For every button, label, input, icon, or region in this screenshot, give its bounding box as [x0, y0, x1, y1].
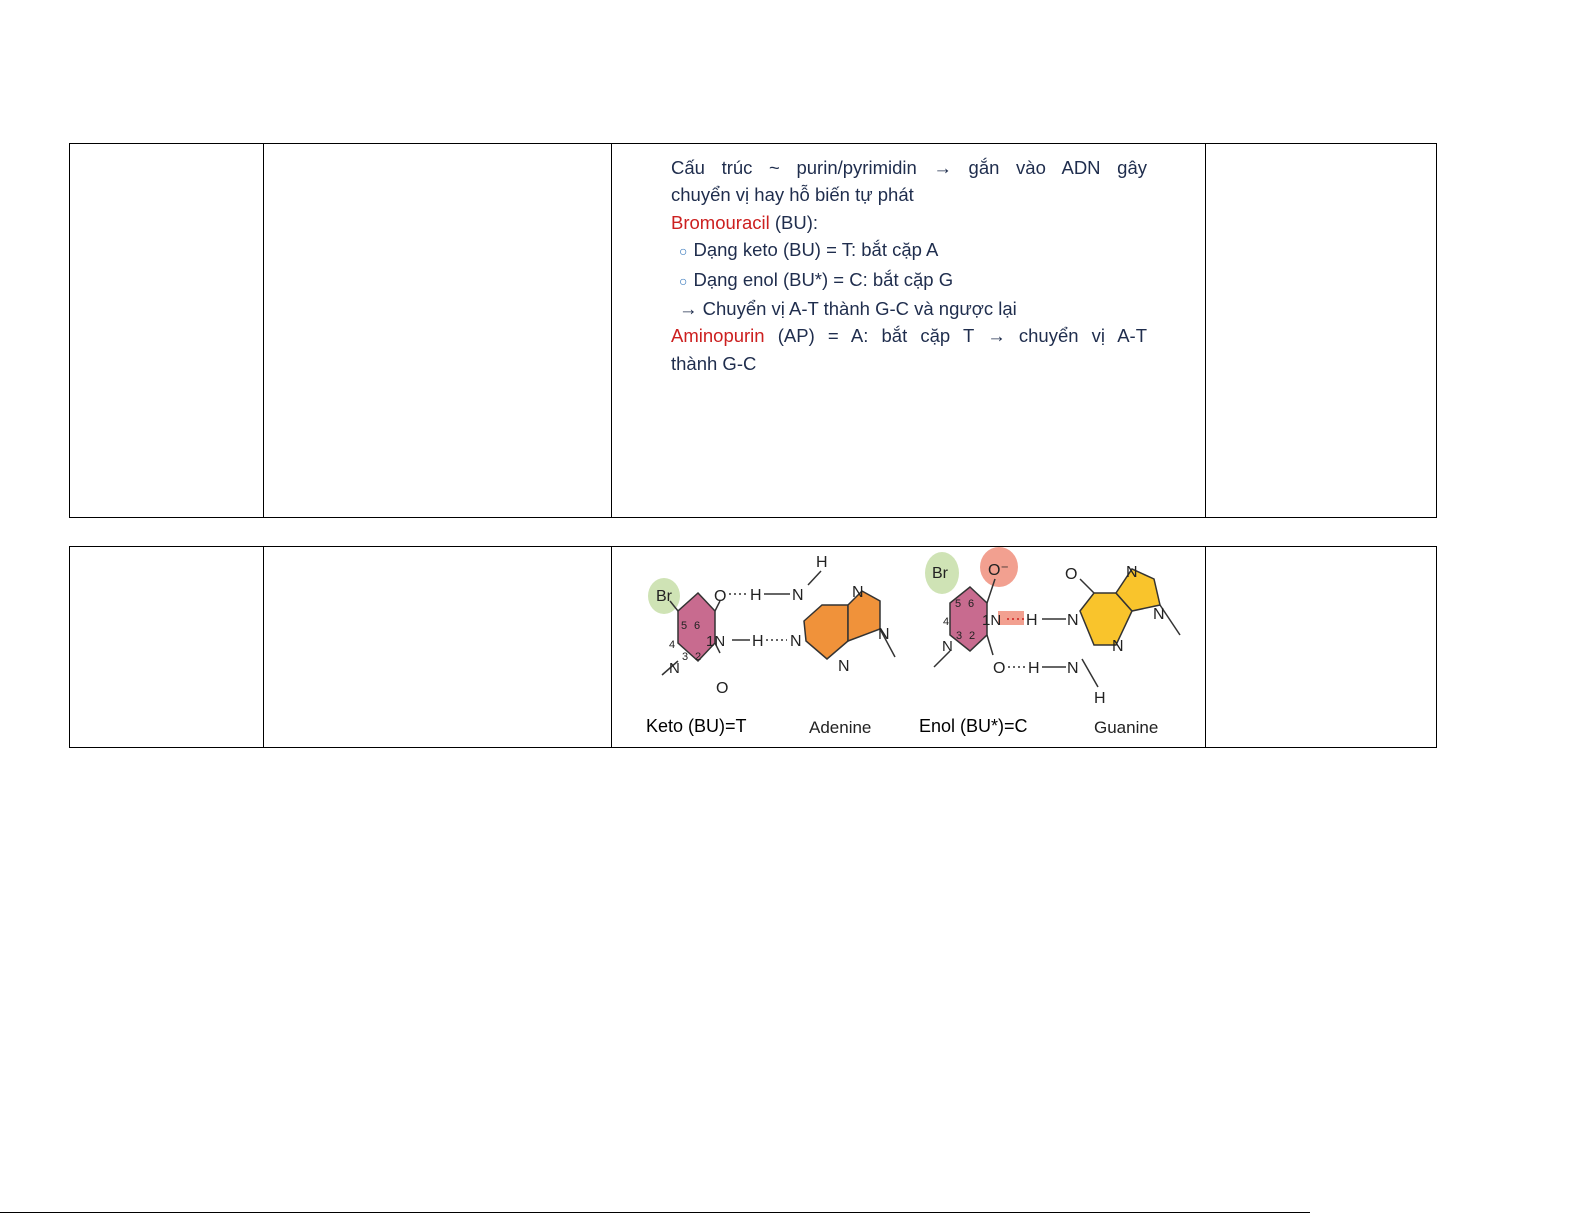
table-cell-empty [264, 144, 612, 517]
svg-text:H: H [1028, 660, 1040, 677]
svg-text:N: N [852, 584, 864, 601]
atom-o: O [716, 680, 729, 697]
svg-text:N: N [878, 626, 890, 643]
svg-text:N: N [838, 658, 850, 675]
list-item-enol: ○ Dạng enol (BU*) = C: bắt cặp G [679, 268, 954, 290]
bullet-circle-icon: ○ [679, 243, 688, 260]
table-row-2 [69, 546, 1437, 748]
svg-text:3: 3 [956, 630, 963, 642]
svg-text:N: N [1067, 660, 1079, 677]
footer-divider [0, 1212, 1310, 1213]
svg-text:H: H [750, 587, 762, 604]
analog-description [671, 154, 1147, 377]
atom-o-minus: O⁻ [988, 562, 1009, 579]
bromouracil-heading: Bromouracil (BU): [671, 211, 819, 233]
svg-text:5: 5 [681, 620, 688, 632]
atom-br: Br [932, 565, 948, 582]
svg-text:N: N [1112, 638, 1124, 655]
svg-text:N: N [942, 638, 953, 655]
svg-text:H: H [816, 554, 828, 571]
text-line-2: chuyển vị hay hỗ biến tự phát [671, 184, 914, 206]
keto-caption: Keto (BU)=T [646, 716, 747, 736]
atom-n1: 1N [706, 633, 726, 650]
table-cell-empty [1206, 547, 1436, 747]
bullet-circle-icon: ○ [679, 272, 688, 289]
svg-text:H: H [752, 633, 764, 650]
adenine-ring [804, 605, 848, 659]
atom-n: N [669, 660, 680, 677]
bromouracil-label: Bromouracil [671, 211, 770, 233]
aminopurin-line: Aminopurin (AP) = A: bắt cặp T → chuyển vị A-T [671, 325, 1147, 347]
transition-line: → Chuyển vị A-T thành G-C và ngược lại [679, 298, 1017, 320]
svg-text:2: 2 [695, 651, 702, 663]
svg-text:O: O [993, 660, 1006, 677]
table-cell-content [612, 144, 1206, 517]
text-line-1: Cấu trúc ~ purin/pyrimidin → gắn vào ADN gây [671, 157, 1147, 178]
svg-text:N: N [1126, 564, 1138, 581]
svg-text:N: N [1153, 606, 1165, 623]
base-pairing-diagram [612, 547, 1206, 747]
svg-text:N: N [1067, 612, 1079, 629]
table-row-1 [69, 143, 1437, 518]
aminopurin-line-2: thành G-C [671, 352, 757, 374]
atom-o: O [714, 588, 727, 605]
svg-text:N: N [790, 633, 802, 650]
svg-text:6: 6 [968, 598, 975, 610]
svg-text:4: 4 [943, 616, 950, 628]
table-cell-empty [1206, 144, 1436, 517]
svg-text:H: H [1026, 612, 1038, 629]
svg-text:1N: 1N [982, 612, 1002, 629]
table-cell-empty [70, 547, 264, 747]
atom-br: Br [656, 588, 672, 605]
svg-text:H: H [1094, 690, 1106, 707]
svg-text:N: N [792, 587, 804, 604]
enol-caption: Enol (BU*)=C [919, 716, 1028, 736]
table-cell-diagram [612, 547, 1206, 747]
svg-text:6: 6 [694, 620, 701, 632]
aminopurin-label: Aminopurin [671, 325, 765, 347]
adenine-caption: Adenine [809, 718, 872, 737]
table-cell-empty [70, 144, 264, 517]
list-item-keto: ○ Dạng keto (BU) = T: bắt cặp A [679, 239, 939, 261]
svg-text:4: 4 [669, 639, 676, 651]
svg-text:3: 3 [682, 651, 689, 663]
svg-text:O: O [1065, 566, 1078, 583]
svg-text:2: 2 [969, 630, 976, 642]
table-cell-empty [264, 547, 612, 747]
guanine-caption: Guanine [1094, 718, 1159, 737]
svg-text:5: 5 [955, 598, 962, 610]
